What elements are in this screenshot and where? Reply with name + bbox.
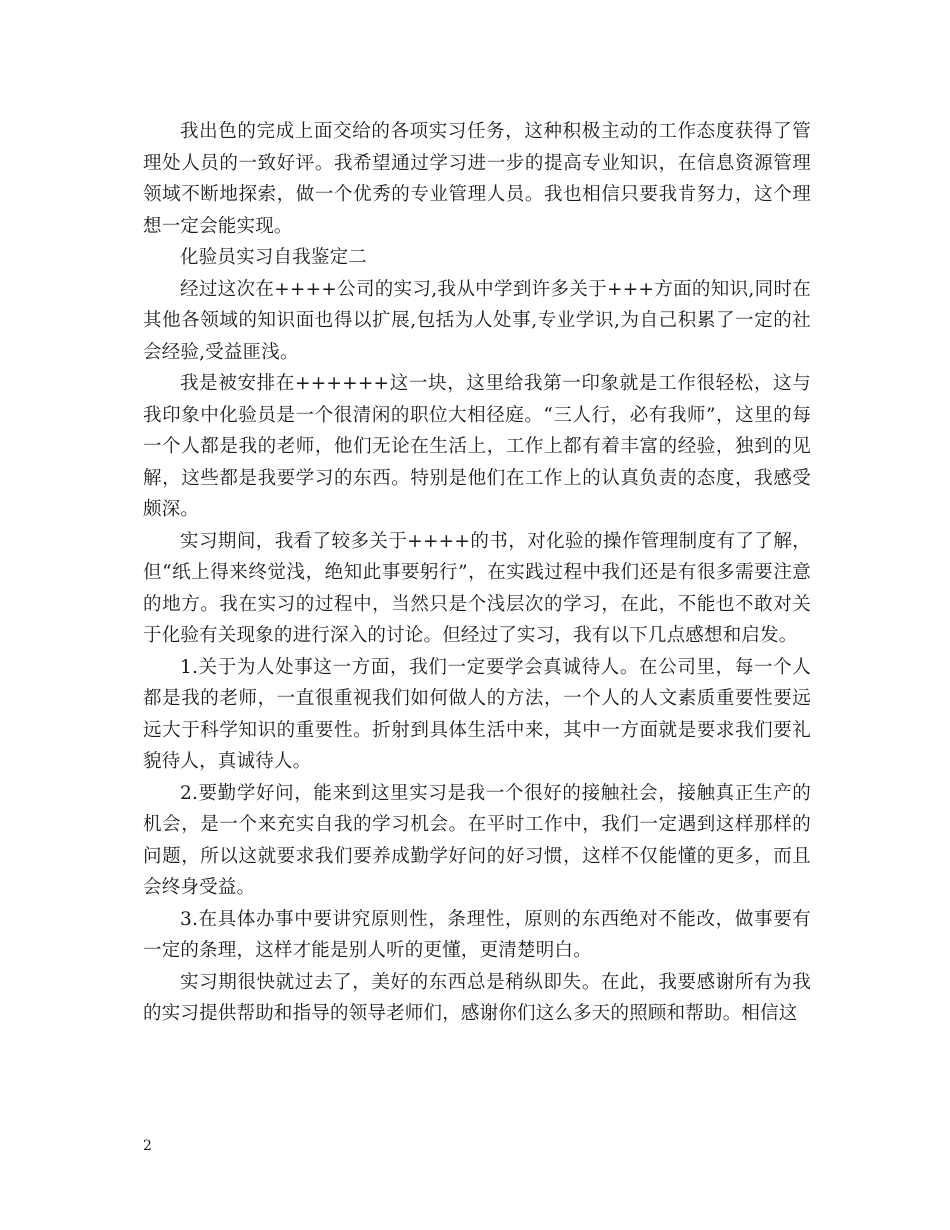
paragraph-conclusion: 实习期很快就过去了，美好的东西总是稍纵即失。在此，我要感谢所有为我的实习提供帮助和指导的领导老师们，感谢你们这么多天的照顾和帮助。相信这: [143, 971, 811, 1024]
paragraph-first-impression: 我是被安排在++++++这一块，这里给我第一印象就是工作很轻松，这与我印象中化验员是一个很清闲的职位大相径庭。“三人行，必有我师”，这里的每一个人都是我的老师，他们无论在生活上，工作上都有着丰富的经验，独到的见解，这些都是我要学习的东西。特别是他们在工作上的认真负责的态度，我感受颇深。: [143, 373, 811, 520]
paragraph-internship-period: 实习期间，我看了较多关于++++的书，对化验的操作管理制度有了了解，但“纸上得来终觉浅，绝知此事要躬行”，在实践过程中我们还是有很多需要注意的地方。我在实习的过程中，当然只是个浅层次的学习，在此，不能也不敢对关于化验有关现象的进行深入的讨论。但经过了实习，我有以下几点感想和启发。: [143, 530, 811, 646]
document-body: [143, 116, 811, 1030]
paragraph-intro: 经过这次在++++公司的实习,我从中学到许多关于+++方面的知识,同时在其他各领域的知识面也得以扩展,包括为人处事,专业学识,为自己积累了一定的社会经验,受益匪浅。: [143, 278, 811, 363]
paragraph-closing-prior-section: 我出色的完成上面交给的各项实习任务，这种积极主动的工作态度获得了管理处人员的一致好评。我希望通过学习进一步的提高专业知识，在信息资源管理领域不断地探索，做一个优秀的专业管理人员。我也相信只要我肯努力，这个理想一定会能实现。: [143, 121, 811, 237]
paragraph-point-1: 1.关于为人处事这一方面，我们一定要学会真诚待人。在公司里，每一个人都是我的老师，一直很重视我们如何做人的方法，一个人的人文素质重要性要远远大于科学知识的重要性。折射到具体生活中来，其中一方面就是要求我们要礼貌待人，真诚待人。: [143, 656, 811, 772]
paragraph-point-3: 3.在具体办事中要讲究原则性，条理性，原则的东西绝对不能改，做事要有一定的条理，这样才能是别人听的更懂，更清楚明白。: [143, 908, 811, 961]
page-number: 2: [143, 1138, 152, 1154]
section-heading: 化验员实习自我鉴定二: [180, 247, 368, 268]
paragraph-point-2: 2.要勤学好问，能来到这里实习是我一个很好的接触社会，接触真正生产的机会，是一个来充实自我的学习机会。在平时工作中，我们一定遇到这样那样的问题，所以这就要求我们要养成勤学好问的好习惯，这样不仅能懂的更多，而且会终身受益。: [143, 782, 811, 898]
